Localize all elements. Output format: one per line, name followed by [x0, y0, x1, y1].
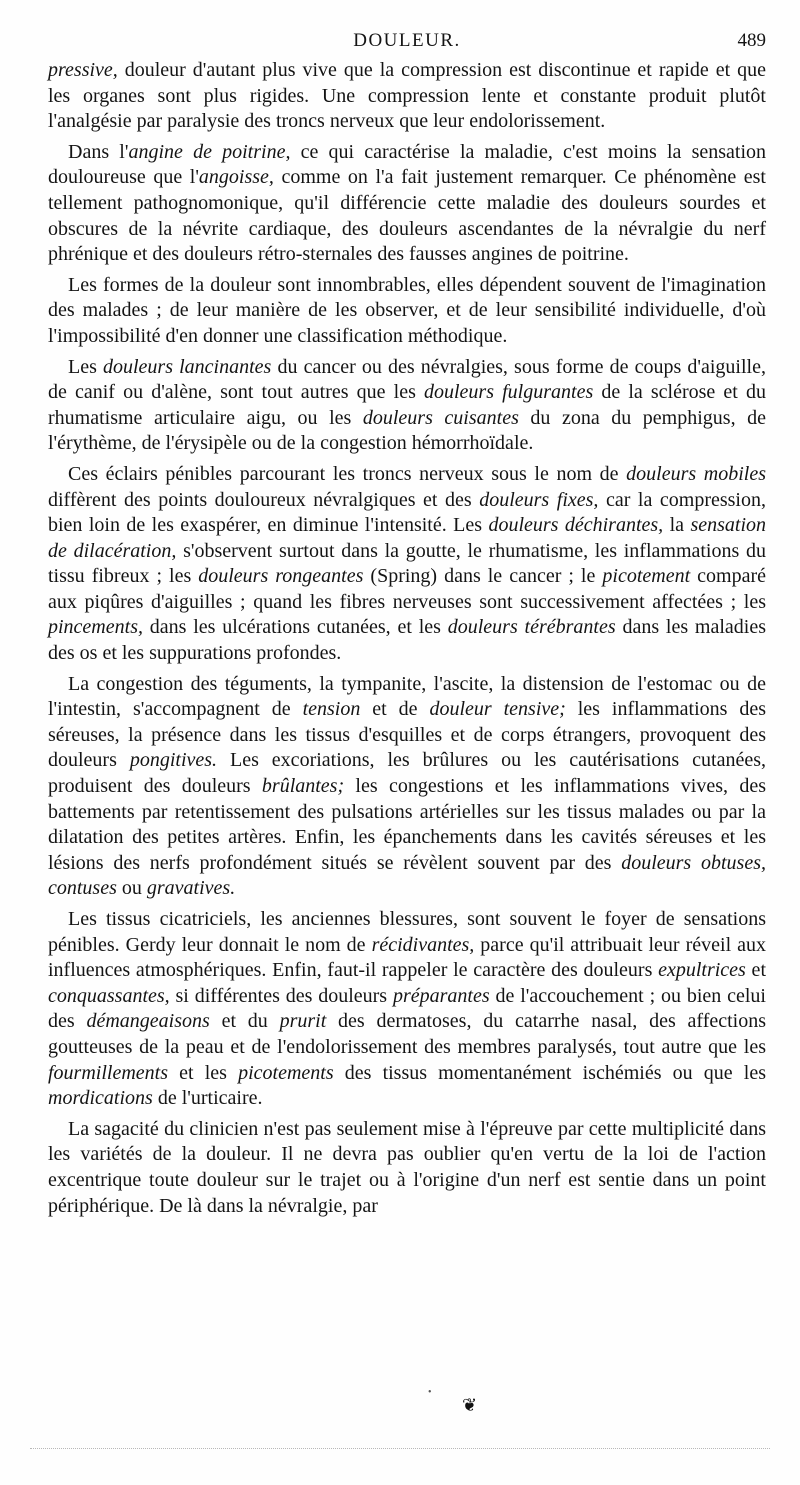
paragraph: [48, 140, 766, 268]
text-run: du zona du pemphigus, de l'érythème, de l'érysipèle ou de la congestion hémorrhoïdale.: [48, 406, 766, 455]
text-run: Les formes de la douleur sont innombrables, elles dépendent souvent de l'imagination des malades ; de leur manière de les observer, et de leur sensibilité individuelle, d'où l'impossibilité d'en donner une classification méthodique.: [48, 273, 766, 347]
text-run: de l'urticaire.: [152, 1087, 263, 1110]
ink-fleck: •: [428, 1387, 432, 1398]
paragraph: [48, 462, 766, 667]
running-head: [48, 30, 766, 60]
italic-term: démangeaisons: [86, 1010, 210, 1033]
text-run: ou: [116, 877, 147, 900]
text-run: Les tissus cicatriciels, les anciennes blessures, sont souvent le foyer de sensations pénibles. Gerdy leur donnait le nom de: [48, 908, 766, 956]
text-run: diffèrent des points douloureux névralgiques et des: [48, 488, 480, 511]
footer-marks: [0, 1387, 800, 1415]
text-run: Ces éclairs pénibles parcourant les troncs nerveux sous le nom de: [68, 462, 627, 485]
text-run: des dermatoses, du catarrhe nasal, des affections goutteuses de la peau et de l'endolorissement des membres paralysés, tout autre que les: [48, 1010, 767, 1058]
text-run: (Spring) dans le cancer ; le: [363, 565, 603, 588]
text-run: ce qui caractérise la maladie, c'est moins la sensation douloureuse que l': [48, 140, 767, 189]
text-run: du cancer ou des névralgies, sous forme de coups d'aiguille, de canif ou d'alène, sont tout autres que les: [48, 355, 766, 404]
italic-term: douleurs lancinantes: [103, 355, 272, 378]
text-run: des tissus momentanément ischémiés ou que les: [333, 1061, 767, 1084]
italic-term: expultrices: [658, 959, 746, 982]
body-text: [48, 58, 766, 1224]
text-run: Dans l': [68, 140, 129, 163]
italic-term: fourmillements: [48, 1061, 168, 1084]
italic-term: douleurs mobiles: [626, 462, 766, 485]
text-run: parce qu'il attribuait leur réveil aux influences atmosphériques. Enfin, faut-il rappeler le caractère des douleurs: [48, 933, 766, 982]
text-run: dans les maladies des os et les suppurations profondes.: [48, 616, 767, 665]
paragraph: [48, 355, 766, 457]
text-run: s'observent surtout dans la goutte, le rhumatisme, les inflammations du tissu fibreux ; les: [48, 539, 766, 588]
text-run: La sagacité du clinicien n'est pas seulement mise à l'épreuve par cette multiplicité dans les variétés de la douleur. Il ne devra pas oublier qu'en vertu de la loi de l'action excentrique toute douleur sur le trajet ou à l'origine d'un nerf est sentie dans un point périphérique. De là dans la névralgie, par: [48, 1117, 766, 1217]
italic-term: brûlantes;: [261, 775, 345, 798]
italic-term: angoisse,: [198, 166, 274, 189]
italic-term: douleurs fulgurantes: [424, 381, 594, 404]
italic-term: douleur tensive;: [429, 698, 566, 721]
fleuron-ornament: ❦: [462, 1395, 478, 1415]
italic-term: douleurs déchirantes,: [488, 514, 664, 537]
text-run: La congestion des téguments, la tympanite, l'ascite, la distension de l'estomac ou de l'intestin, s'accompagnent de: [48, 672, 766, 721]
text-run: et les: [168, 1061, 239, 1084]
italic-term: pongitives.: [129, 749, 218, 772]
page-number: 489: [737, 30, 766, 51]
running-title: DOULEUR.: [353, 30, 461, 51]
italic-term: récidivantes,: [371, 933, 475, 956]
text-run: les congestions et les inflammations vives, des battements par retentissement des pulsations artérielles sur les tissus malades ou par la dilatation des petites artères. Enfin, les épanchements dans les cavités séreuses et les lésions des nerfs profondément situés se révèlent souvent par des: [48, 775, 766, 874]
italic-term: prurit: [279, 1010, 327, 1033]
paragraph: [48, 907, 766, 1112]
italic-term: gravatives.: [146, 877, 236, 900]
italic-term: picotement: [602, 565, 691, 588]
text-run: douleur d'autant plus vive que la compression est discontinue et rapide et que les organes sont plus rigides. Une compression lente et constante produit plutôt l'analgésie par paralysie des troncs nerveux que leur endolorissement.: [48, 59, 766, 133]
text-run: car la compression, bien loin de les exaspérer, en diminue l'intensité. Les: [48, 488, 766, 537]
text-run: et de: [360, 698, 430, 721]
italic-term: tension: [302, 698, 361, 721]
text-run: et du: [209, 1010, 280, 1033]
bottom-edge-rule: [30, 1448, 770, 1449]
italic-term: picotements: [238, 1061, 334, 1084]
italic-term: sensation de dilacération,: [48, 514, 767, 562]
text-run: si différentes des douleurs: [169, 984, 393, 1007]
italic-term: mordications: [48, 1087, 153, 1110]
paragraph: [48, 58, 766, 135]
italic-term: angine de poitrine,: [128, 140, 291, 163]
text-run: la: [663, 514, 691, 537]
italic-term: douleurs fixes,: [479, 488, 599, 511]
text-run: les inflammations des séreuses, la présence dans les tissus d'esquilles et de corps étrangers, provoquent des douleurs: [48, 698, 767, 772]
text-run: comparé aux piqûres d'aiguilles ; quand les fibres nerveuses sont successivement affectées ; les: [48, 565, 766, 613]
text-run: et: [745, 959, 766, 982]
text-run: de l'accouchement ; ou bien celui des: [48, 984, 766, 1033]
italic-term: douleurs obtuses, contuses: [48, 851, 766, 900]
paragraph: [48, 672, 766, 902]
italic-term: douleurs cuisantes: [362, 406, 519, 429]
italic-term: douleurs rongeantes: [198, 565, 364, 588]
text-run: comme on l'a fait justement remarquer. Ce phénomène est tellement pathognomonique, qu'il différencie cette maladie des douleurs sourdes et obscures de la névrite cardiaque, des douleurs ascendantes de la névralgie du nerf phrénique et des douleurs rétro-sternales des fausses angines de poitrine.: [48, 166, 766, 266]
paragraph: [48, 1117, 766, 1219]
text-run: Les: [68, 355, 103, 378]
italic-term: conquassantes,: [48, 984, 170, 1007]
italic-term: douleurs térébrantes: [447, 616, 616, 639]
text-run: Les excoriations, les brûlures ou les cautérisations cutanées, produisent des douleurs: [48, 749, 766, 798]
text-run: dans les ulcérations cutanées, et les: [142, 616, 448, 639]
italic-term: pincements,: [48, 616, 143, 639]
italic-term: préparantes: [392, 984, 490, 1007]
text-run: de la sclérose et du rhumatisme articulaire aigu, ou les: [48, 381, 766, 429]
paragraph: [48, 273, 766, 350]
italic-term: pressive,: [48, 59, 118, 81]
